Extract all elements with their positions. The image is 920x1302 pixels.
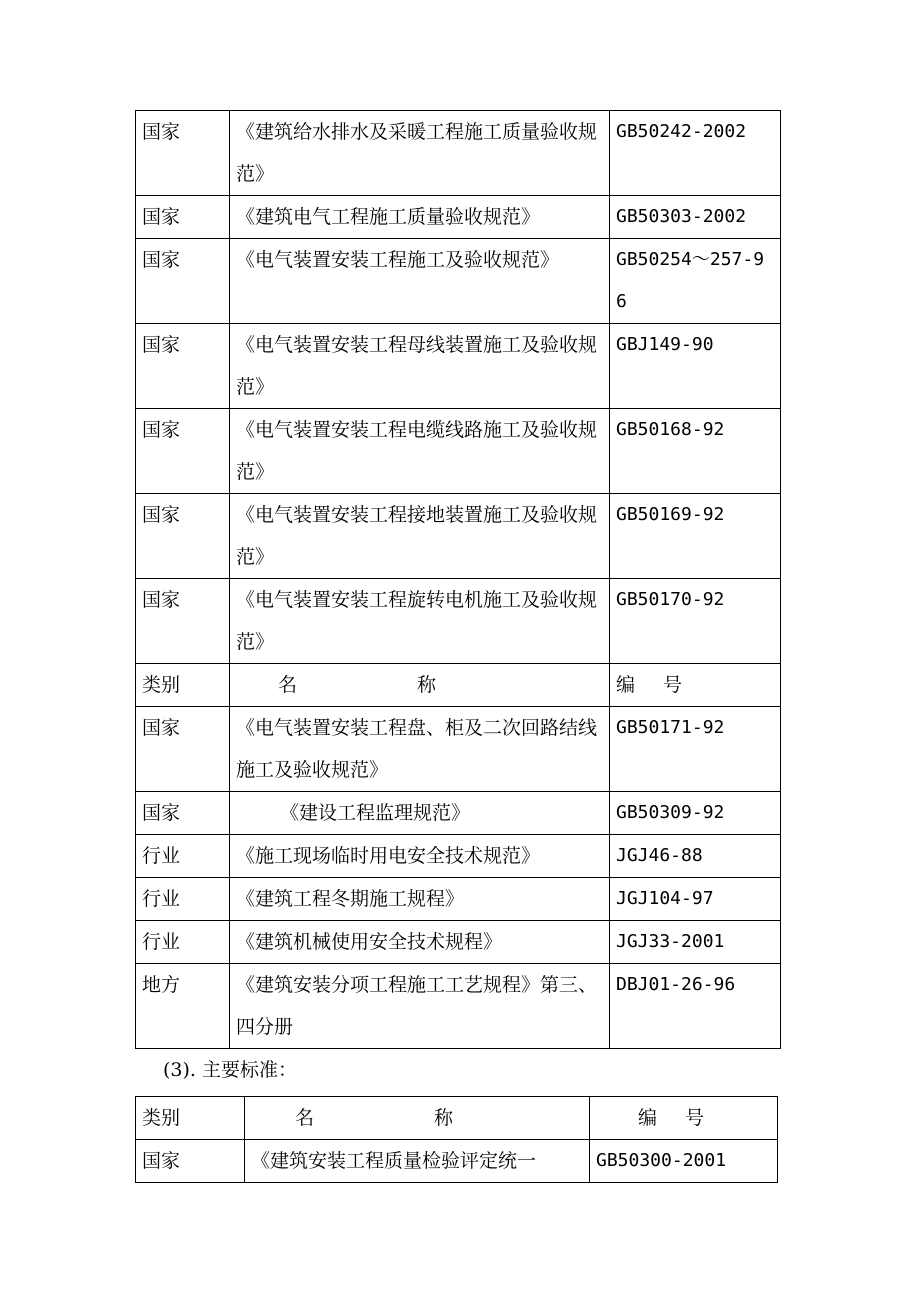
code-cell: GBJ149-90 [610, 324, 781, 409]
header-category: 类别 [136, 664, 230, 707]
category-cell: 国家 [136, 494, 230, 579]
name-cell: 《建筑给水排水及采暖工程施工质量验收规范》 [230, 111, 610, 196]
category-cell: 国家 [136, 1140, 245, 1183]
table-row [136, 196, 781, 239]
category-cell: 国家 [136, 792, 230, 835]
category-cell: 国家 [136, 579, 230, 664]
table-row [136, 835, 781, 878]
category-cell: 国家 [136, 707, 230, 792]
table-header-row [136, 1097, 778, 1140]
header-code-char-1: 编 [638, 1107, 658, 1129]
header-code [590, 1097, 778, 1140]
code-cell: DBJ01-26-96 [610, 964, 781, 1049]
header-code-char-1: 编 [616, 674, 636, 696]
header-name [245, 1097, 590, 1140]
table-row [136, 111, 781, 196]
table-row [136, 579, 781, 664]
table-row [136, 878, 781, 921]
standards-table-1 [135, 110, 781, 1049]
header-name-char-1: 名 [295, 1107, 315, 1129]
code-cell: GB50170-92 [610, 579, 781, 664]
name-cell: 《施工现场临时用电安全技术规范》 [230, 835, 610, 878]
header-name-char-2: 称 [434, 1107, 454, 1129]
header-name-char-2: 称 [417, 674, 437, 696]
header-category: 类别 [136, 1097, 245, 1140]
table-row [136, 324, 781, 409]
header-name [230, 664, 610, 707]
code-cell: JGJ46-88 [610, 835, 781, 878]
header-code-char-2: 号 [663, 674, 683, 696]
table-row [136, 707, 781, 792]
table-row [136, 921, 781, 964]
table-row [136, 494, 781, 579]
code-cell: GB50254～257-96 [610, 239, 781, 324]
code-cell: GB50303-2002 [610, 196, 781, 239]
category-cell: 国家 [136, 409, 230, 494]
table-row [136, 964, 781, 1049]
table-row [136, 239, 781, 324]
header-code-char-2: 号 [685, 1107, 705, 1129]
name-cell: 《建设工程监理规范》 [230, 792, 610, 835]
name-cell: 《电气装置安装工程母线装置施工及验收规范》 [230, 324, 610, 409]
name-cell: 《电气装置安装工程施工及验收规范》 [230, 239, 610, 324]
name-cell: 《建筑安装工程质量检验评定统一 [245, 1140, 590, 1183]
name-cell: 《电气装置安装工程接地装置施工及验收规范》 [230, 494, 610, 579]
code-cell: GB50242-2002 [610, 111, 781, 196]
table-row [136, 409, 781, 494]
standards-table-2 [135, 1096, 778, 1183]
name-cell: 《建筑安装分项工程施工工艺规程》第三、四分册 [230, 964, 610, 1049]
name-cell: 《建筑工程冬期施工规程》 [230, 878, 610, 921]
category-cell: 国家 [136, 239, 230, 324]
code-cell: GB50309-92 [610, 792, 781, 835]
code-cell: GB50300-2001 [590, 1140, 778, 1183]
code-cell: GB50171-92 [610, 707, 781, 792]
category-cell: 行业 [136, 921, 230, 964]
section-heading: (3). 主要标准： [163, 1059, 297, 1081]
table-row [136, 792, 781, 835]
category-cell: 行业 [136, 878, 230, 921]
category-cell: 国家 [136, 324, 230, 409]
table-row [136, 1140, 778, 1183]
table-header-row [136, 664, 781, 707]
category-cell: 地方 [136, 964, 230, 1049]
category-cell: 行业 [136, 835, 230, 878]
category-cell: 国家 [136, 111, 230, 196]
header-code [610, 664, 781, 707]
code-cell: GB50168-92 [610, 409, 781, 494]
name-cell: 《建筑机械使用安全技术规程》 [230, 921, 610, 964]
name-cell: 《电气装置安装工程电缆线路施工及验收规范》 [230, 409, 610, 494]
code-cell: JGJ104-97 [610, 878, 781, 921]
category-cell: 国家 [136, 196, 230, 239]
code-cell: JGJ33-2001 [610, 921, 781, 964]
name-cell: 《电气装置安装工程盘、柜及二次回路结线施工及验收规范》 [230, 707, 610, 792]
code-cell: GB50169-92 [610, 494, 781, 579]
name-cell: 《电气装置安装工程旋转电机施工及验收规范》 [230, 579, 610, 664]
name-cell: 《建筑电气工程施工质量验收规范》 [230, 196, 610, 239]
header-name-char-1: 名 [278, 674, 298, 696]
